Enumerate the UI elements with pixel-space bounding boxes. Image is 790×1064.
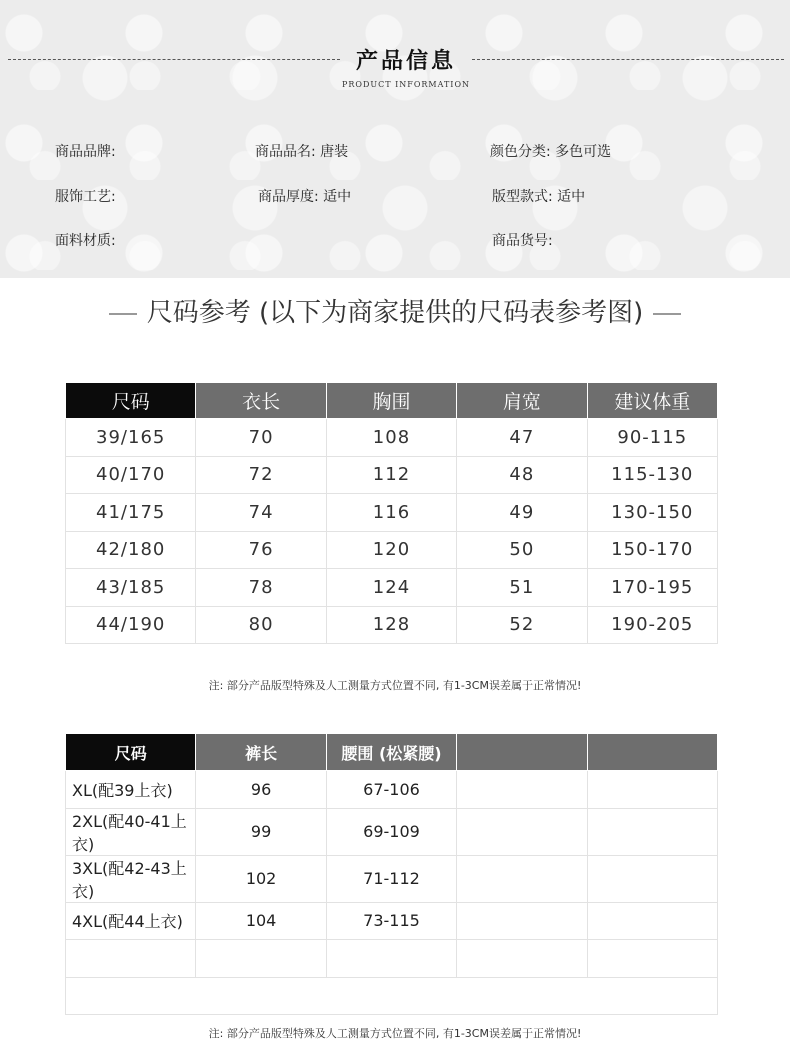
cell-weight: 150-170 xyxy=(587,531,717,569)
table-row xyxy=(66,855,718,902)
size-reference-title: 尺码参考 (以下为商家提供的尺码表参考图) xyxy=(146,298,644,328)
cell-length: 72 xyxy=(196,456,326,494)
cell-length: 78 xyxy=(196,569,326,607)
cell-shoulder: 52 xyxy=(457,606,587,644)
cell-empty xyxy=(457,940,587,978)
cell-waist xyxy=(326,940,456,978)
cell-empty xyxy=(587,902,717,940)
table-row xyxy=(66,569,718,607)
cell-size: 4XL(配44上衣) xyxy=(66,902,196,940)
cell-size: 40/170 xyxy=(66,456,196,494)
cell-chest: 128 xyxy=(326,606,456,644)
field-thickness: 商品厚度: 适中 xyxy=(258,189,352,205)
cell-size: 43/185 xyxy=(66,569,196,607)
cell-size: 3XL(配42-43上衣) xyxy=(66,855,196,902)
header-size: 尺码 xyxy=(66,383,196,419)
table-row xyxy=(66,456,718,494)
table-row xyxy=(66,940,718,978)
cell-waist: 67-106 xyxy=(326,771,456,809)
table-row xyxy=(66,531,718,569)
cell-weight: 90-115 xyxy=(587,419,717,457)
table-row xyxy=(66,771,718,809)
cell-shoulder: 49 xyxy=(457,494,587,532)
cell-chest: 112 xyxy=(326,456,456,494)
header-length: 衣长 xyxy=(196,383,326,419)
cell-empty xyxy=(457,771,587,809)
table-row xyxy=(66,494,718,532)
cell-empty xyxy=(457,902,587,940)
cell-empty xyxy=(587,808,717,855)
cell-size xyxy=(66,940,196,978)
header-empty xyxy=(457,734,587,771)
product-info-subtitle: PRODUCT INFORMATION xyxy=(342,80,470,89)
cell-pants-length: 102 xyxy=(196,855,326,902)
cell-shoulder: 50 xyxy=(457,531,587,569)
cell-weight: 130-150 xyxy=(587,494,717,532)
cell-empty xyxy=(457,855,587,902)
title-divider-left xyxy=(8,59,340,60)
field-fit: 版型款式: 适中 xyxy=(492,189,586,205)
header-empty xyxy=(587,734,717,771)
cell-chest: 120 xyxy=(326,531,456,569)
product-info-title: 产品信息 xyxy=(355,49,456,74)
field-color: 颜色分类: 多色可选 xyxy=(490,144,612,160)
field-name: 商品品名: 唐装 xyxy=(255,144,349,160)
table-row xyxy=(66,606,718,644)
cell-length: 76 xyxy=(196,531,326,569)
cell-empty xyxy=(457,808,587,855)
cell-size: 44/190 xyxy=(66,606,196,644)
cell-shoulder: 51 xyxy=(457,569,587,607)
measurement-note-top: 注: 部分产品版型特殊及人工测量方式位置不同, 有1-3CM误差属于正常情况! xyxy=(208,679,582,692)
cell-pants-length xyxy=(196,940,326,978)
cell-chest: 124 xyxy=(326,569,456,607)
header-weight: 建议体重 xyxy=(587,383,717,419)
cell-pants-length: 96 xyxy=(196,771,326,809)
table-header-row xyxy=(66,734,718,771)
table-header-row xyxy=(66,383,718,419)
product-info-panel xyxy=(0,0,790,278)
cell-size: XL(配39上衣) xyxy=(66,771,196,809)
header-shoulder: 肩宽 xyxy=(457,383,587,419)
cell-length: 70 xyxy=(196,419,326,457)
cell-size: 42/180 xyxy=(66,531,196,569)
field-craft: 服饰工艺: xyxy=(55,189,116,205)
heading-bar-left xyxy=(109,313,137,315)
cell-size: 41/175 xyxy=(66,494,196,532)
header-waist: 腰围 (松紧腰) xyxy=(326,734,456,771)
table-row xyxy=(66,902,718,940)
pants-size-table xyxy=(65,733,718,1015)
cell-empty xyxy=(587,771,717,809)
cell-chest: 108 xyxy=(326,419,456,457)
cell-size: 2XL(配40-41上衣) xyxy=(66,808,196,855)
header-chest: 胸围 xyxy=(326,383,456,419)
size-reference-heading xyxy=(0,292,790,329)
cell-shoulder: 48 xyxy=(457,456,587,494)
cell-size: 39/165 xyxy=(66,419,196,457)
cell-waist: 71-112 xyxy=(326,855,456,902)
top-size-table xyxy=(65,382,718,644)
cell-weight: 115-130 xyxy=(587,456,717,494)
title-divider-right xyxy=(472,59,784,60)
cell-shoulder: 47 xyxy=(457,419,587,457)
cell-weight: 190-205 xyxy=(587,606,717,644)
cell-waist: 73-115 xyxy=(326,902,456,940)
field-material: 面料材质: xyxy=(55,233,116,249)
cell-blank xyxy=(66,977,718,1014)
cell-empty xyxy=(587,855,717,902)
cell-length: 74 xyxy=(196,494,326,532)
field-brand: 商品品牌: xyxy=(55,144,116,160)
cell-waist: 69-109 xyxy=(326,808,456,855)
header-size: 尺码 xyxy=(66,734,196,771)
cell-pants-length: 99 xyxy=(196,808,326,855)
measurement-note-bottom: 注: 部分产品版型特殊及人工测量方式位置不同, 有1-3CM误差属于正常情况! xyxy=(208,1027,582,1040)
table-row-blank xyxy=(66,977,718,1014)
cell-weight: 170-195 xyxy=(587,569,717,607)
header-pants-length: 裤长 xyxy=(196,734,326,771)
field-item-no: 商品货号: xyxy=(492,233,553,249)
cell-pants-length: 104 xyxy=(196,902,326,940)
table-row xyxy=(66,419,718,457)
table-row xyxy=(66,808,718,855)
cell-empty xyxy=(587,940,717,978)
heading-bar-right xyxy=(653,313,681,315)
cell-length: 80 xyxy=(196,606,326,644)
cell-chest: 116 xyxy=(326,494,456,532)
